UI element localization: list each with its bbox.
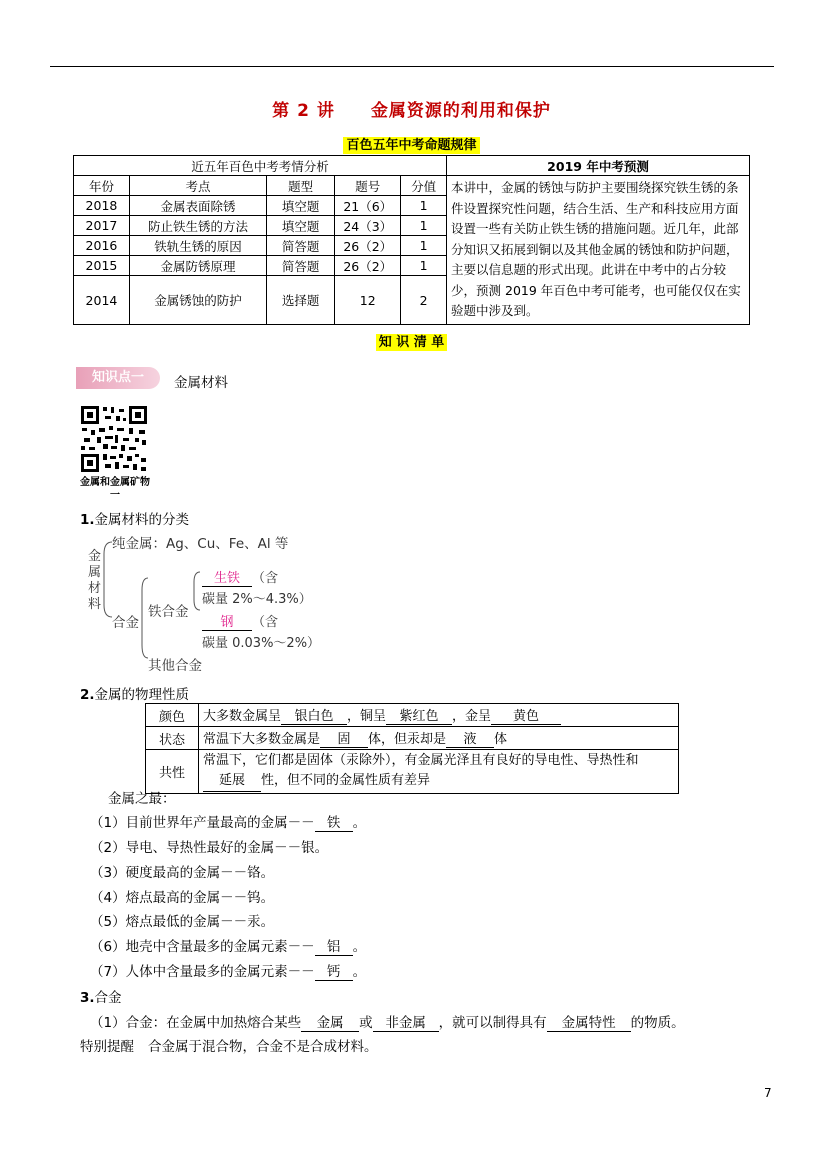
special-tip: 特别提醒 合金属于混合物，合金不是合成材料。 bbox=[80, 1039, 378, 1055]
table-row bbox=[146, 750, 679, 794]
cell: 简答题 bbox=[267, 256, 335, 276]
cell: 防止铁生锈的方法 bbox=[129, 216, 266, 236]
tree-pure-metal: 纯金属：Ag、Cu、Fe、Al 等 bbox=[112, 536, 289, 552]
heading-physical-properties: 2.金属的物理性质 bbox=[80, 687, 190, 703]
tree-iron-alloy: 铁合金 bbox=[148, 604, 189, 620]
cell: 简答题 bbox=[267, 236, 335, 256]
tree-root-char: 料 bbox=[88, 597, 102, 612]
col-header: 考点 bbox=[129, 176, 266, 196]
cell: 1 bbox=[401, 196, 447, 216]
cell: 2 bbox=[401, 276, 447, 325]
heading-classification: 1.金属材料的分类 bbox=[80, 512, 190, 528]
tree-pig-iron-carbon: 碳量 2%～4.3%） bbox=[202, 592, 312, 607]
superlative-item: （2）导电、导热性最好的金属－－银。 bbox=[90, 840, 329, 856]
cell: 2017 bbox=[74, 216, 130, 236]
col-header: 年份 bbox=[74, 176, 130, 196]
row-value: 大多数金属呈 银白色 ，铜呈 紫红色 ，金呈 黄色 bbox=[199, 704, 679, 727]
cell: 1 bbox=[401, 216, 447, 236]
tree-root-char: 金 bbox=[88, 549, 102, 564]
tree-steel-line: 钢 （含 bbox=[202, 611, 278, 631]
cell: 26（2） bbox=[335, 236, 401, 256]
cell: 21（6） bbox=[335, 196, 401, 216]
cell: 2014 bbox=[74, 276, 130, 325]
page-number: 7 bbox=[764, 1086, 772, 1100]
superlative-item: （3）硬度最高的金属－－铬。 bbox=[90, 865, 275, 881]
heading-alloy: 3.合金 bbox=[80, 990, 122, 1006]
cell: 填空题 bbox=[267, 196, 335, 216]
row-key: 颜色 bbox=[146, 704, 199, 727]
knowledge-point-badge: 知识点一 bbox=[76, 367, 160, 389]
tree-pig-iron-line: 生铁 （含 bbox=[202, 567, 278, 587]
row-value: 常温下，它们都是固体（汞除外），有金属光泽且有良好的导电性、导热性和延展 性，但不同的金属性质有差异 bbox=[199, 750, 679, 794]
superlatives-title: 金属之最： bbox=[108, 791, 176, 807]
col-header: 题型 bbox=[267, 176, 335, 196]
table-row bbox=[146, 704, 679, 727]
cell: 金属防锈原理 bbox=[129, 256, 266, 276]
cell: 金属表面除锈 bbox=[129, 196, 266, 216]
knowledge-point-title: 金属材料 bbox=[174, 375, 228, 391]
cell: 填空题 bbox=[267, 216, 335, 236]
superlative-item: （4）熔点最高的金属－－钨。 bbox=[90, 890, 275, 906]
cell: 1 bbox=[401, 256, 447, 276]
cell: 12 bbox=[335, 276, 401, 325]
col-header: 题号 bbox=[335, 176, 401, 196]
superlative-item: （5）熔点最低的金属－－汞。 bbox=[90, 914, 275, 930]
cell: 26（2） bbox=[335, 256, 401, 276]
row-key: 状态 bbox=[146, 727, 199, 750]
cell: 选择题 bbox=[267, 276, 335, 325]
cell: 24（3） bbox=[335, 216, 401, 236]
tree-alloy: 合金 bbox=[112, 615, 139, 631]
cell: 铁轨生锈的原因 bbox=[129, 236, 266, 256]
tree-root-char: 材 bbox=[88, 581, 102, 596]
superlative-item: （7）人体中含量最多的金属元素－－ 钙 。 bbox=[90, 960, 366, 981]
cell: 2018 bbox=[74, 196, 130, 216]
cell: 金属锈蚀的防护 bbox=[129, 276, 266, 325]
qr-caption: 金属和金属矿物一 bbox=[80, 477, 150, 501]
qr-code-icon[interactable] bbox=[79, 404, 149, 474]
table-row bbox=[146, 727, 679, 750]
exam-right-header: 2019 年中考预测 bbox=[447, 156, 750, 176]
row-value: 常温下大多数金属是 固 体，但汞却是 液 体 bbox=[199, 727, 679, 750]
tree-steel-carbon: 碳量 0.03%～2%） bbox=[202, 636, 321, 651]
exam-left-header: 近五年百色中考考情分析 bbox=[74, 156, 447, 176]
physical-properties-table bbox=[145, 703, 679, 794]
col-header: 分值 bbox=[401, 176, 447, 196]
prediction-text: 本讲中，金属的锈蚀与防护主要围绕探究铁生锈的条件设置探究性问题，结合生活、生产和科技应用方面设置一些有关防止铁生锈的措施问题。近几年，此部分知识又拓展到铜以及其他金属的锈蚀和防护问题，主要以信息题的形式出现。此讲在中考中的占分较少，预测 2019 年百色中考可能考，也可能仅仅在实验题中涉及到。 bbox=[447, 176, 750, 325]
cell: 2016 bbox=[74, 236, 130, 256]
exam-analysis-table bbox=[73, 155, 750, 325]
header-rule bbox=[50, 66, 774, 67]
alloy-definition: （1）合金：在金属中加热熔合某些 金属 或 非金属 ，就可以制得具有 金属特性 的物质。 bbox=[90, 1011, 685, 1032]
superlative-item: （6）地壳中含量最多的金属元素－－ 铝 。 bbox=[90, 935, 366, 956]
tree-other-alloy: 其他合金 bbox=[148, 658, 202, 674]
section-heading-exam: 百色五年中考命题规律 bbox=[0, 134, 823, 153]
cell: 2015 bbox=[74, 256, 130, 276]
superlative-item: （1）目前世界年产量最高的金属－－ 铁 。 bbox=[90, 811, 366, 832]
row-key: 共性 bbox=[146, 750, 199, 794]
section-heading-knowledge: 知 识 清 单 bbox=[0, 331, 823, 350]
page-title: 第 2 讲 金属资源的利用和保护 bbox=[272, 101, 551, 121]
tree-root-char: 属 bbox=[88, 565, 102, 580]
cell: 1 bbox=[401, 236, 447, 256]
